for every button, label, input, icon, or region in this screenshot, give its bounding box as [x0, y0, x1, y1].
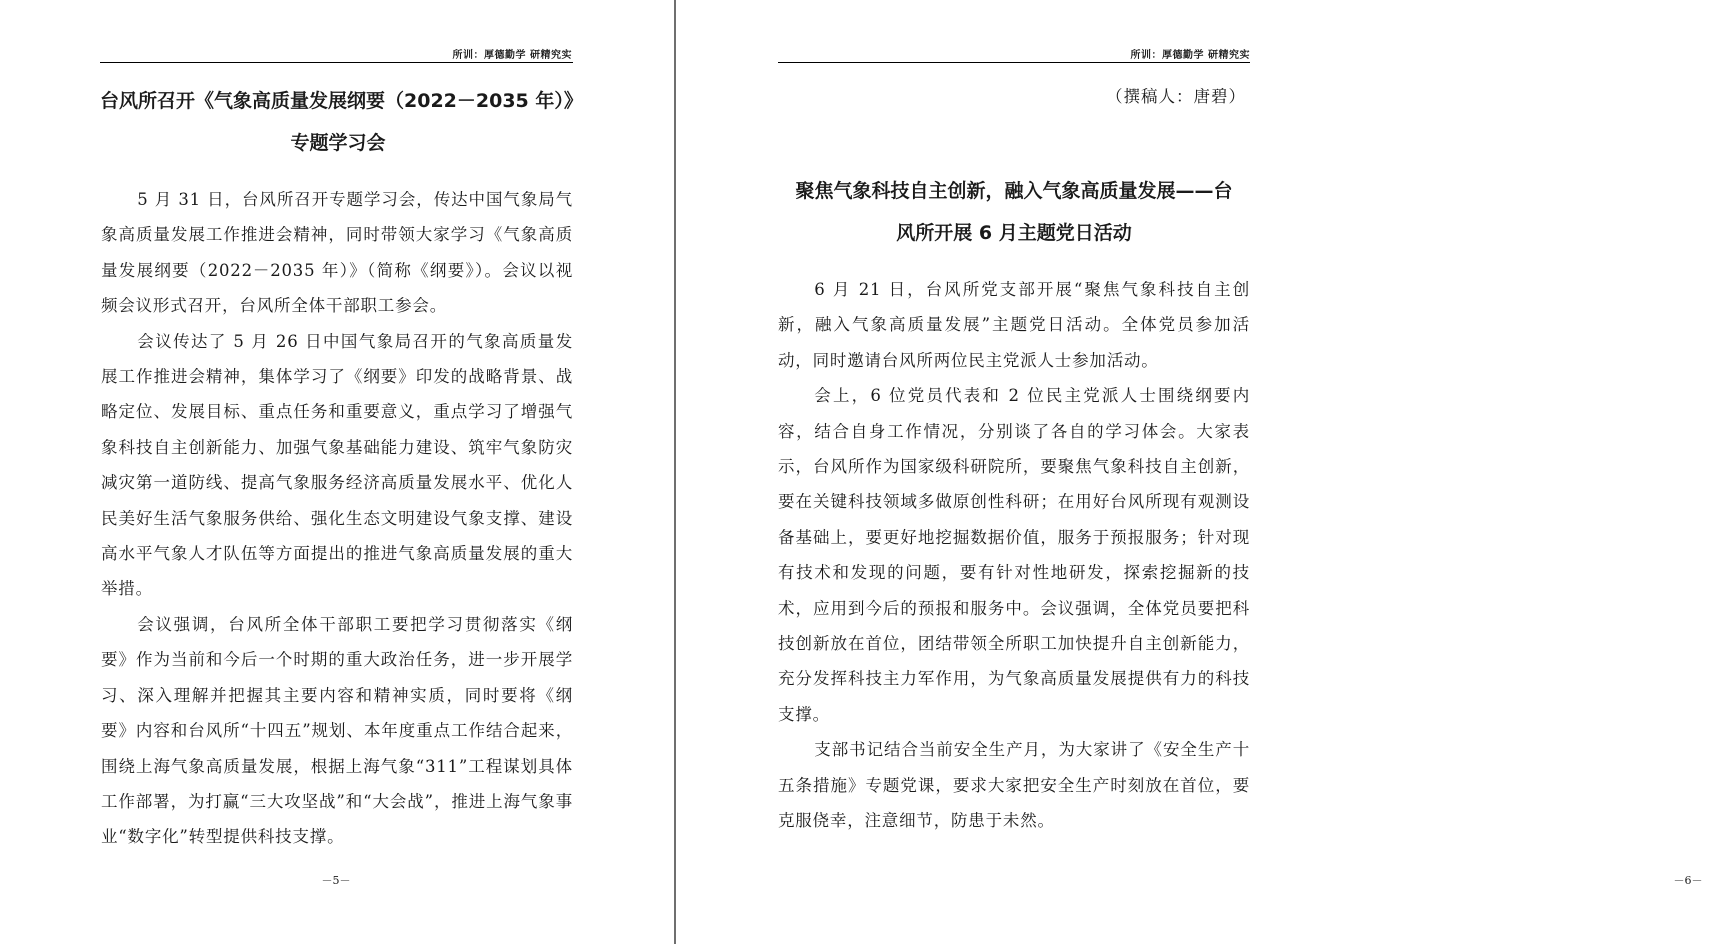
paragraph: 会议强调，台风所全体干部职工要把学习贯彻落实《纲要》作为当前和今后一个时期的重大政治任务，进一步开展学习、深入理解并把握其主要内容和精神实质，同时要将《纲要》内容和台风所“十四五”规划、本年度重点工作结合起来，围绕上海气象高质量发展，根据上海气象“311”工程谋划具体工作部署，为打赢“三大攻坚战”和“大会战”，推进上海气象事业“数字化”转型提供科技支撑。 [101, 614, 573, 847]
paragraph: 支部书记结合当前安全生产月，为大家讲了《安全生产十五条措施》专题党课，要求大家把安全生产时刻放在首位，要克服侥幸，注意细节，防患于未然。 [778, 740, 1250, 831]
running-header: 所训：厚德勤学 研精究实 [452, 50, 572, 61]
paragraph: 会上，6 位党员代表和 2 位民主党派人士围绕纲要内容，结合自身工作情况，分别谈了各自的学习体会。大家表示，台风所作为国家级科研院所，要聚焦气象科技自主创新，要在关键科技领域多做原创性科研；在用好台风所现有观测设备基础上，要更好地挖掘数据价值，服务于预报服务；针对现有技术和发现的问题，要有针对性地研发，探索挖掘新的技术，应用到今后的预报和服务中。会议强调，全体党员要把科技创新放在首位，团结带领全所职工加快提升自主创新能力，充分发挥科技主力军作用，为气象高质量发展提供有力的科技支撑。 [778, 386, 1250, 724]
article-body [101, 182, 573, 855]
running-header: 所训：厚德勤学 研精究实 [1130, 50, 1250, 61]
page-right [676, 0, 1703, 944]
header-rule [100, 62, 573, 63]
author-credit: （撰稿人：唐碧） [1106, 87, 1246, 106]
paragraph: 6 月 21 日，台风所党支部开展“聚焦气象科技自主创新，融入气象高质量发展”主题党日活动。全体党员参加活动，同时邀请台风所两位民主党派人士参加活动。 [778, 280, 1250, 370]
paragraph: 5 月 31 日，台风所召开专题学习会，传达中国气象局气象高质量发展工作推进会精神，同时带领大家学习《气象高质量发展纲要（2022－2035 年）》（简称《纲要》）。会议以视频会议形式召开，台风所全体干部职工参会。 [101, 190, 573, 316]
article-title-line-1: 台风所召开《气象高质量发展纲要（2022－2035 年）》 [100, 90, 583, 112]
header-rule [778, 62, 1250, 63]
page-number: －5－ [321, 874, 351, 887]
article-title-line-2: 专题学习会 [290, 132, 386, 154]
article-title-line-2: 风所开展 6 月主题党日活动 [896, 222, 1132, 244]
page-number: －6－ [1673, 874, 1703, 887]
article-title-line-1: 聚焦气象科技自主创新，融入气象高质量发展——台 [795, 180, 1233, 202]
article-body [778, 272, 1250, 839]
paragraph: 会议传达了 5 月 26 日中国气象局召开的气象高质量发展工作推进会精神，集体学习了《纲要》印发的战略背景、战略定位、发展目标、重点任务和重要意义，重点学习了增强气象科技自主创新能力、加强气象基础能力建设、筑牢气象防灾减灾第一道防线、提高气象服务经济高质量发展水平、优化人民美好生活气象服务供给、强化生态文明建设气象支撑、建设高水平气象人才队伍等方面提出的推进气象高质量发展的重大举措。 [101, 331, 573, 599]
page-left [0, 0, 674, 944]
